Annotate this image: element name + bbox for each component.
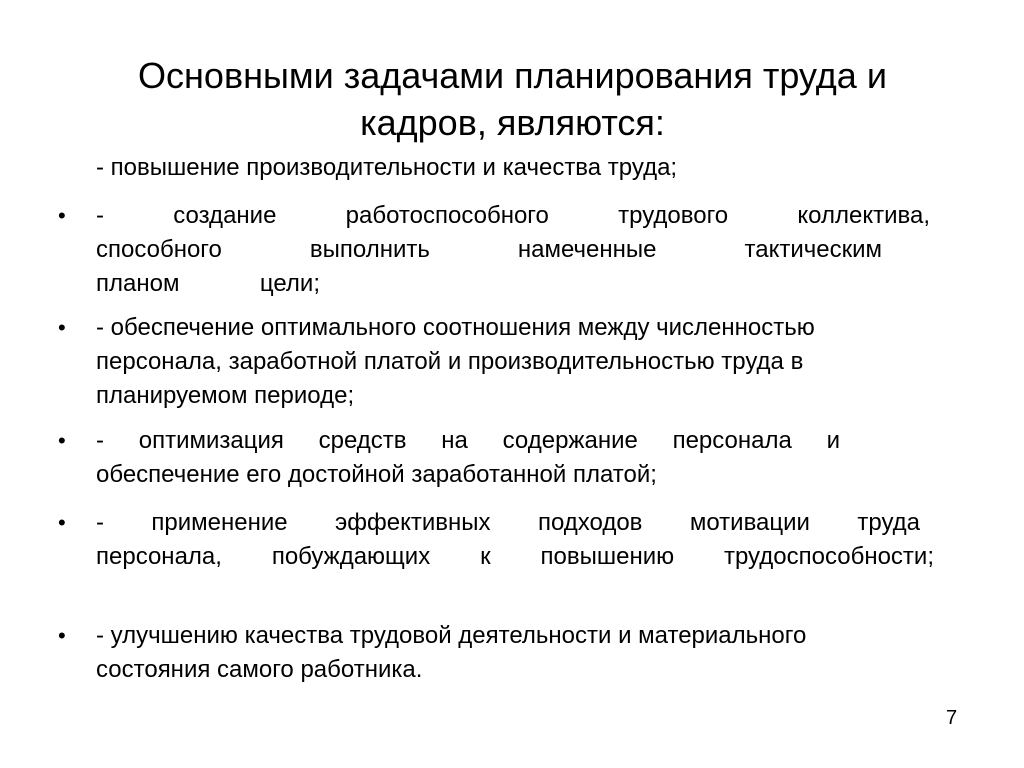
slide-title: Основными задачами планирования труда и кадров, являются: [138,55,887,143]
item-line: - оптимизация средств на содержание персонала и [96,427,840,454]
bullet-icon: • [58,623,66,648]
item-line: планируемом периоде; [96,382,355,409]
item-line: - улучшению качества трудовой деятельности и материального [96,622,807,649]
item-line: состояния самого работника. [96,656,423,683]
bullet-icon: • [58,510,66,535]
item-line: планом цели; [96,270,320,297]
bullet-icon: • [58,315,66,340]
bullet-icon: • [58,203,66,228]
item-line: способного выполнить намеченные тактическим [96,236,882,263]
item-line: обеспечение его достойной заработанной платой; [96,461,657,488]
bullet-icon: • [58,428,66,453]
page-number: 7 [946,707,958,729]
item-line: - применение эффективных подходов мотивации труда [96,509,920,536]
item-line: персонала, побуждающих к повышению трудоспособности; [96,543,934,570]
item-line: персонала, заработной платой и производительностью труда в [96,348,804,375]
intro-item: - повышение производительности и качества труда; [96,154,678,181]
item-line: - обеспечение оптимального соотношения между численностью [96,314,815,341]
item-line: - создание работоспособного трудового коллектива, [96,202,930,229]
